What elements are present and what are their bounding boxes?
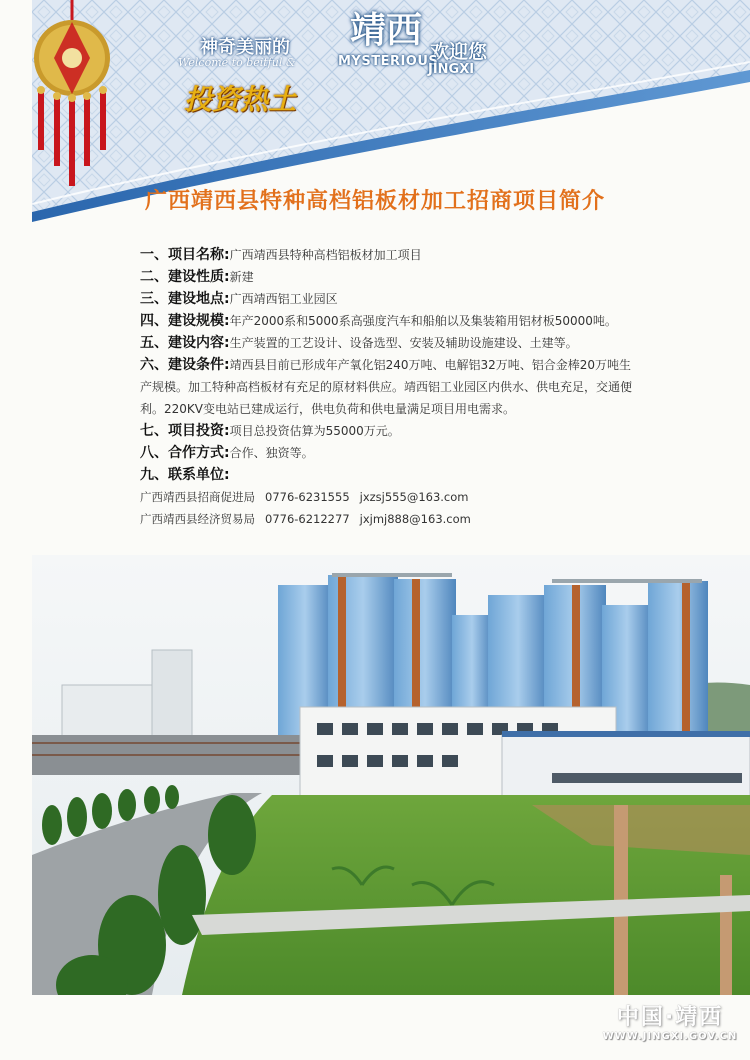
welcome-you-text: 欢迎您 [430, 41, 488, 63]
info-value: 广西靖西铝工业园区 [229, 292, 338, 306]
info-value: 广西靖西县特种高档铝板材加工项目 [229, 248, 422, 262]
info-label: 八、合作方式: [140, 445, 230, 461]
info-row [140, 332, 640, 354]
watermark-url: WWW.JINGXI.GOV.CN [602, 1031, 738, 1042]
mysterious-text: MYSTERIOUS [338, 54, 439, 69]
jingxi-calligraphy: 靖西 [350, 9, 423, 51]
contact-phone: 0776-6212277 [265, 512, 350, 526]
contact-email: jxjmj888@163.com [359, 512, 471, 526]
info-value: 新建 [229, 270, 254, 284]
info-row [140, 354, 640, 420]
welcome-script: Welcome to beitful & [178, 56, 296, 69]
contact-org: 广西靖西县招商促进局 [140, 490, 255, 504]
hot-investment-text: 投资热土 [184, 83, 297, 116]
slogan-cn: 神奇美丽的 [200, 37, 290, 58]
info-value: 年产2000系和5000系高强度汽车和船舶以及集装箱用铝材板50000吨。 [229, 314, 617, 328]
info-label: 五、建设内容: [140, 335, 230, 351]
page-title: 广西靖西县特种高档铝板材加工招商项目简介 [144, 189, 605, 214]
info-value: 生产装置的工艺设计、设备选型、安装及辅助设施建设、土建等。 [229, 336, 578, 350]
info-value: 靖西县目前已形成年产氧化铝240万吨、电解铝32万吨、铝合金棒20万吨生产规模。加工特种高档板材有充足的原材料供应。靖西铝工业园区内供水、供电充足，交通便利。220KV变电站已建成运行，供电负荷和供电量满足项目用电需求。 [140, 358, 633, 416]
info-label: 三、建设地点: [140, 291, 230, 307]
info-label: 二、建设性质: [140, 269, 230, 285]
info-label: 九、联系单位: [140, 467, 230, 483]
info-row [140, 244, 640, 266]
embroidered-ball-icon [32, 0, 112, 190]
jingxi-en-text: JINGXI [428, 62, 475, 77]
info-value: 合作、独资等。 [229, 446, 314, 460]
info-label: 六、建设条件: [140, 357, 230, 373]
contact-email: jxzsj555@163.com [359, 490, 469, 504]
info-row [140, 310, 640, 332]
info-label: 一、项目名称: [140, 247, 230, 263]
info-row [140, 288, 640, 310]
info-row [140, 464, 640, 486]
contact-org: 广西靖西县经济贸易局 [140, 512, 255, 526]
contact-row [140, 486, 640, 508]
info-row [140, 442, 640, 464]
aluminum-plant-photo [32, 555, 750, 995]
contact-row [140, 508, 640, 530]
info-value: 项目总投资估算为55000万元。 [229, 424, 400, 438]
info-label: 七、项目投资: [140, 423, 230, 439]
site-watermark [600, 1000, 740, 1042]
info-row [140, 266, 640, 288]
project-info [140, 244, 640, 530]
info-label: 四、建设规模: [140, 313, 230, 329]
info-row [140, 420, 640, 442]
contact-phone: 0776-6231555 [265, 490, 350, 504]
watermark-cn: 中国·靖西 [616, 1005, 724, 1030]
